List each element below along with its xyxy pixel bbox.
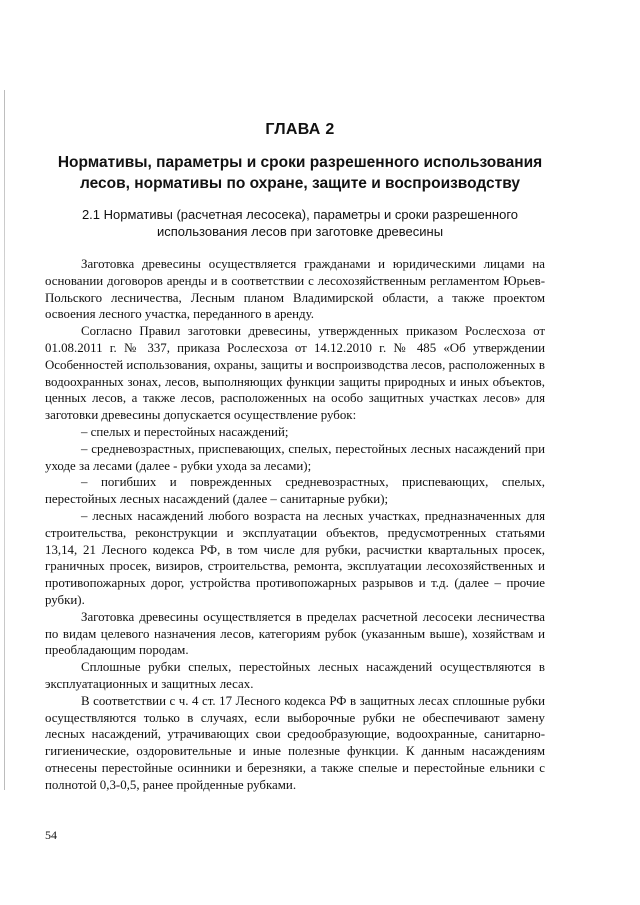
paragraph: Заготовка древесины осуществляется гражданами и юридическими лицами на основании договоров аренды и в соответствии с лесохозяйственным регламентом Юрьев- Польского лесничества, Лесным планом Владимирской области, а также проектом освоения лесного участка, переданного в аренду.: [45, 257, 545, 322]
list-item: – погибших и поврежденных средневозрастных, приспевающих, спелых, перестойных лесных насаждений (далее – санитарные рубки);: [45, 475, 545, 507]
scan-margin-line: [4, 90, 5, 790]
paragraph: Сплошные рубки спелых, перестойных лесных насаждений осуществляются в эксплуатационных и защитных лесах.: [45, 660, 545, 691]
page-number: 54: [45, 828, 57, 842]
list-item: – лесных насаждений любого возраста на лесных участках, предназначенных для строительства, реконструкции и эксплуатации объектов, предусмотренных статьями 13,14, 21 Лесного кодекса РФ, в том числе для рубки, расчистки квартальных просек, граничных просек, визиров, строительства, ремонта, эксплуатации лесохозяйственных и противопожарных дорог, устройства противопожарных разрывов и т.д. (далее – прочие рубки).: [45, 508, 545, 607]
list-item: – средневозрастных, приспевающих, спелых, перестойных лесных насаждений при уходе за лесами (далее - рубки ухода за лесами);: [45, 441, 545, 473]
section-title: Нормативы, параметры и сроки разрешенного использования лесов, нормативы по охране, защите и воспроизводству: [57, 154, 543, 192]
list-item: – спелых и перестойных насаждений;: [81, 424, 289, 439]
paragraph: Согласно Правил заготовки древесины, утвержденных приказом Рослесхоза от 01.08.2011 г. № 337, приказа Рослесхоза от 14.12.2010 г. № 485 «Об утверждении Особенностей использования, охраны, защиты и воспроизводства лесов, расположенных в водоохранных зонах, лесов, выполняющих функции защиты природных и иных объектов, ценных лесов, а также лесов, расположенных на особо защитных участках лесов» для заготовки древесины допускается осуществление рубок:: [45, 324, 545, 423]
chapter-heading: ГЛАВА 2: [265, 121, 335, 138]
paragraph: В соответствии с ч. 4 ст. 17 Лесного кодекса РФ в защитных лесах сплошные рубки осуществляются только в случаях, если выборочные рубки не обеспечивают замену лесных насаждений, утрачивающих свои средообразующие, водоохранные, санитарно-гигиенические, оздоровительные и иные полезные функции. К данным насаждениям отнесены перестойные осинники и березняки, а также спелые и перестойные ельники с полнотой 0,3-0,5, ранее пройденные рубками.: [45, 693, 545, 792]
paragraph: Заготовка древесины осуществляется в пределах расчетной лесосеки лесничества по видам целевого назначения лесов, категориям рубок (указанным выше), хозяйствам и преобладающим породам.: [45, 609, 545, 658]
subsection-title: 2.1 Нормативы (расчетная лесосека), параметры и сроки разрешенного использования лесов при заготовке древесины: [81, 207, 519, 239]
body-text: [45, 256, 545, 794]
